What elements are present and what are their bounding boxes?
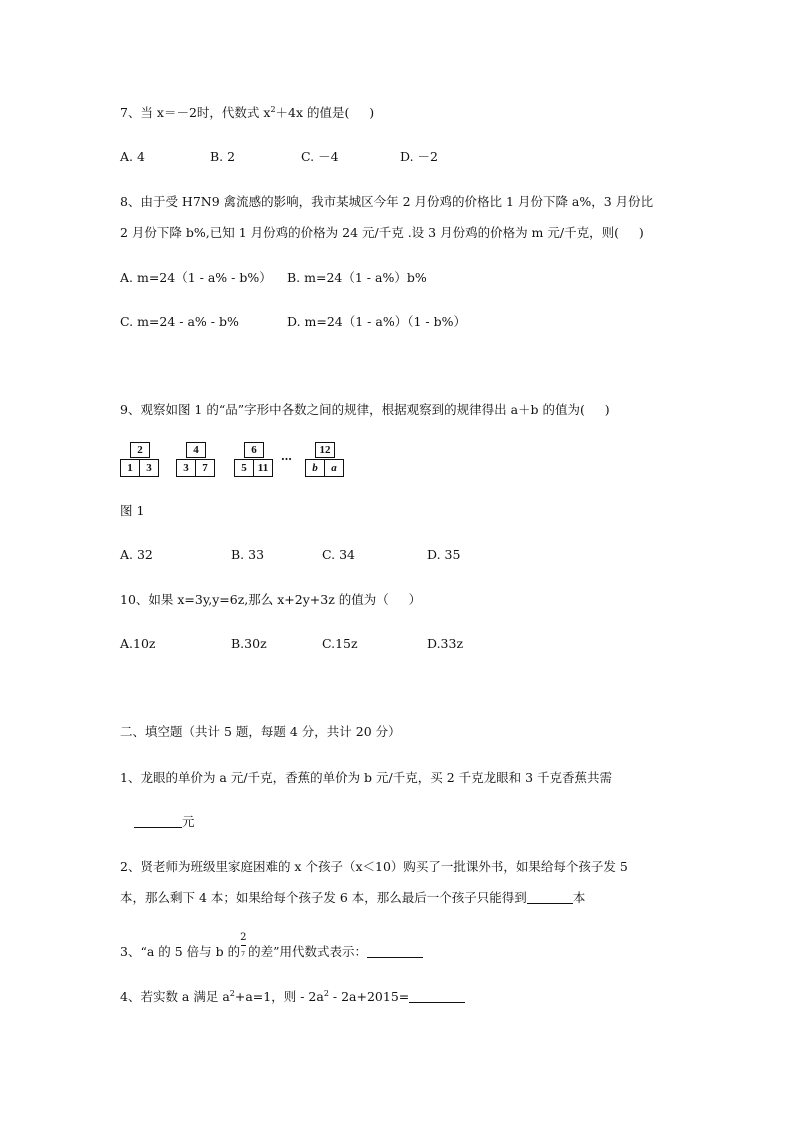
q8-option-a: A. m=24（1 - a% - b%） — [120, 270, 272, 285]
q7-superscript: 2 — [270, 105, 276, 114]
question-7-stem — [120, 105, 374, 121]
fill-2-line2 — [120, 890, 585, 906]
fill-2-text: 本，那么剩下 4 本；如果给每个孩子发 6 本，那么最后一个孩子只能得到 — [120, 890, 527, 905]
fill-2-blank[interactable] — [527, 891, 573, 904]
pin-group-2-right: 7 — [195, 459, 215, 477]
pin-group-4-top: 12 — [315, 442, 335, 458]
question-8-line1: 8、由于受 H7N9 禽流感的影响，我市某城区今年 2 月份鸡的价格比 1 月份下降 a%，3 月份比 — [120, 194, 654, 209]
pin-group-3 — [234, 442, 274, 479]
pin-group-3-right: 11 — [253, 459, 273, 477]
q10-option-d: D.33z — [427, 636, 464, 651]
q8-option-c: C. m=24 - a% - b% — [120, 314, 239, 329]
fill-1-line2 — [134, 814, 195, 830]
fill-2-unit: 本 — [572, 890, 586, 905]
fraction-bar — [241, 945, 246, 946]
fill-4-text-post: - 2a+2015= — [328, 989, 410, 1004]
q7-option-c: C. －4 — [301, 149, 339, 164]
question-10-stem: 10、如果 x=3y,y=6z,那么 x+2y+3z 的值为（ ） — [120, 592, 422, 607]
fill-4-text-mid: +a=1，则 - 2a — [234, 989, 324, 1004]
fill-1-unit: 元 — [182, 814, 195, 829]
pin-group-2-left: 3 — [176, 459, 196, 477]
q10-option-c: C.15z — [322, 636, 358, 651]
q9-option-d: D. 35 — [427, 547, 461, 562]
fill-1-blank[interactable] — [134, 815, 182, 828]
pin-group-1 — [120, 442, 160, 479]
fill-4-superscript-1: 2 — [229, 989, 235, 998]
fraction-two-sevenths — [240, 932, 248, 958]
fraction-numerator: 2 — [240, 932, 247, 943]
q8-option-d: D. m=24（1 - a%）（1 - b%） — [287, 314, 466, 329]
pin-ellipsis: … — [281, 450, 292, 463]
section-2-heading: 二、填空题（共计 5 题，每题 4 分，共计 20 分） — [120, 724, 401, 739]
q7-option-b: B. 2 — [210, 149, 236, 164]
pin-group-2 — [176, 442, 216, 479]
pin-group-3-left: 5 — [234, 459, 254, 477]
q7-text-pre: 7、当 x＝－2时，代数式 x — [120, 105, 271, 120]
q9-option-c: C. 34 — [322, 547, 355, 562]
fill-4-blank[interactable] — [409, 990, 465, 1003]
q10-option-a: A.10z — [120, 636, 156, 651]
q7-option-a: A. 4 — [120, 149, 145, 164]
q10-option-b: B.30z — [231, 636, 267, 651]
fill-2-line1: 2、贤老师为班级里家庭困难的 x 个孩子（x＜10）购买了一批课外书，如果给每个孩子发 5 — [120, 859, 628, 874]
q9-option-a: A. 32 — [120, 547, 153, 562]
fill-3-blank[interactable] — [367, 945, 423, 958]
pin-figure — [120, 442, 360, 480]
fill-1-line1: 1、龙眼的单价为 a 元/千克，香蕉的单价为 b 元/千克，买 2 千克龙眼和 3 千克香蕉共需 — [120, 770, 613, 785]
pin-group-1-right: 3 — [139, 459, 159, 477]
fill-3-text-post: 的差”用代数式表示： — [248, 944, 368, 959]
question-8-line2: 2 月份下降 b%,已知 1 月份鸡的价格为 24 元/千克 .设 3 月份鸡的价格为 m 元/千克，则( ) — [120, 225, 644, 240]
q9-option-b: B. 33 — [231, 547, 265, 562]
fill-4-text-pre: 4、若实数 a 满足 a — [120, 989, 230, 1004]
pin-group-4 — [305, 442, 345, 479]
pin-group-3-top: 6 — [244, 442, 264, 458]
fraction-denominator: 7 — [241, 951, 245, 958]
fill-3-line — [120, 932, 423, 960]
fill-3-text-pre: 3、“a 的 5 倍与 b 的 — [120, 944, 241, 959]
pin-group-1-left: 1 — [120, 459, 140, 477]
pin-group-4-left: b — [305, 459, 325, 477]
figure-caption: 图 1 — [120, 503, 145, 518]
q7-option-d: D. －2 — [400, 149, 438, 164]
q7-text-post: ＋4x 的值是( ) — [275, 105, 375, 120]
pin-group-4-right: a — [324, 459, 344, 477]
q8-option-b: B. m=24（1 - a%）b% — [287, 270, 427, 285]
pin-group-2-top: 4 — [186, 442, 206, 458]
fill-4-line — [120, 989, 465, 1005]
pin-group-1-top: 2 — [130, 442, 150, 458]
fill-4-superscript-2: 2 — [323, 989, 329, 998]
question-9-stem: 9、观察如图 1 的“品”字形中各数之间的规律，根据观察到的规律得出 a＋b 的值为( ) — [120, 402, 610, 417]
